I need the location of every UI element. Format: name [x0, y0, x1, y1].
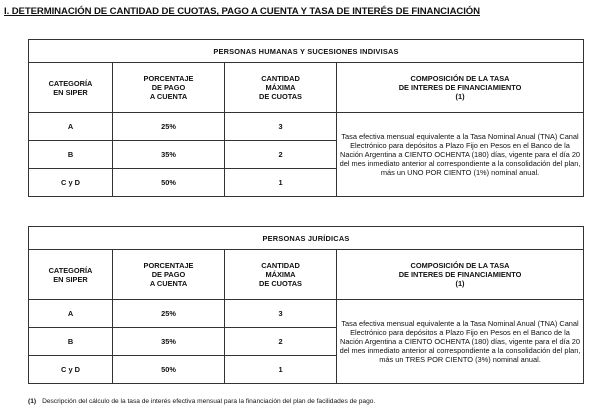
table-personas-humanas	[28, 39, 584, 197]
section-heading: I. DETERMINACIÓN DE CANTIDAD DE CUOTAS, PAGO A CUENTA Y TASA DE INTERÉS DE FINANCIACIÓN	[4, 6, 480, 17]
header-porcentaje: PORCENTAJE DE PAGO A CUENTA	[113, 63, 225, 113]
cell-cuotas: 2	[225, 328, 337, 356]
cell-porcentaje: 35%	[113, 328, 225, 356]
cell-categoria: C y D	[29, 356, 113, 384]
footnote-marker: (1)	[28, 398, 37, 405]
header-cantidad: CANTIDAD MÁXIMA DE CUOTAS	[225, 63, 337, 113]
cell-porcentaje: 50%	[113, 356, 225, 384]
cell-porcentaje: 50%	[113, 169, 225, 197]
header-composicion: COMPOSICIÓN DE LA TASA DE INTERES DE FINANCIAMIENTO (1)	[337, 250, 584, 300]
cell-categoria: C y D	[29, 169, 113, 197]
cell-cuotas: 2	[225, 141, 337, 169]
cell-porcentaje: 25%	[113, 113, 225, 141]
cell-categoria: B	[29, 141, 113, 169]
header-porcentaje: PORCENTAJE DE PAGO A CUENTA	[113, 250, 225, 300]
table-personas-juridicas	[28, 226, 584, 384]
header-categoria: CATEGORÍA EN SIPER	[29, 63, 113, 113]
header-categoria: CATEGORÍA EN SIPER	[29, 250, 113, 300]
cell-categoria: A	[29, 300, 113, 328]
cell-categoria: A	[29, 113, 113, 141]
cell-cuotas: 3	[225, 300, 337, 328]
footnote	[28, 398, 375, 405]
footnote-text: Descripción del cálculo de la tasa de interés efectiva mensual para la financiación del plan de facilidades de pago.	[42, 398, 376, 405]
cell-cuotas: 3	[225, 113, 337, 141]
table-title: PERSONAS HUMANAS Y SUCESIONES INDIVISAS	[29, 40, 584, 63]
cell-cuotas: 1	[225, 356, 337, 384]
cell-cuotas: 1	[225, 169, 337, 197]
cell-composicion-text: Tasa efectiva mensual equivalente a la Tasa Nominal Anual (TNA) Canal Electrónico para depósitos a Plazo Fijo en Pesos en el Banco de la Nación Argentina a CIENTO OCHENTA (180) días, vigente para el día 20 del mes inmediato anterior al correspondiente a la consolidación del plan, más un TRES POR CIENTO (3%) nominal anual.	[337, 300, 584, 384]
cell-composicion-text: Tasa efectiva mensual equivalente a la Tasa Nominal Anual (TNA) Canal Electrónico para depósitos a Plazo Fijo en Pesos en el Banco de la Nación Argentina a CIENTO OCHENTA (180) días, vigente para el día 20 del mes inmediato anterior al correspondiente a la consolidación del plan, más un UNO POR CIENTO (1%) nominal anual.	[337, 113, 584, 197]
header-composicion: COMPOSICIÓN DE LA TASA DE INTERES DE FINANCIAMIENTO (1)	[337, 63, 584, 113]
cell-categoria: B	[29, 328, 113, 356]
header-cantidad: CANTIDAD MÁXIMA DE CUOTAS	[225, 250, 337, 300]
cell-porcentaje: 25%	[113, 300, 225, 328]
cell-porcentaje: 35%	[113, 141, 225, 169]
table-title: PERSONAS JURÍDICAS	[29, 227, 584, 250]
